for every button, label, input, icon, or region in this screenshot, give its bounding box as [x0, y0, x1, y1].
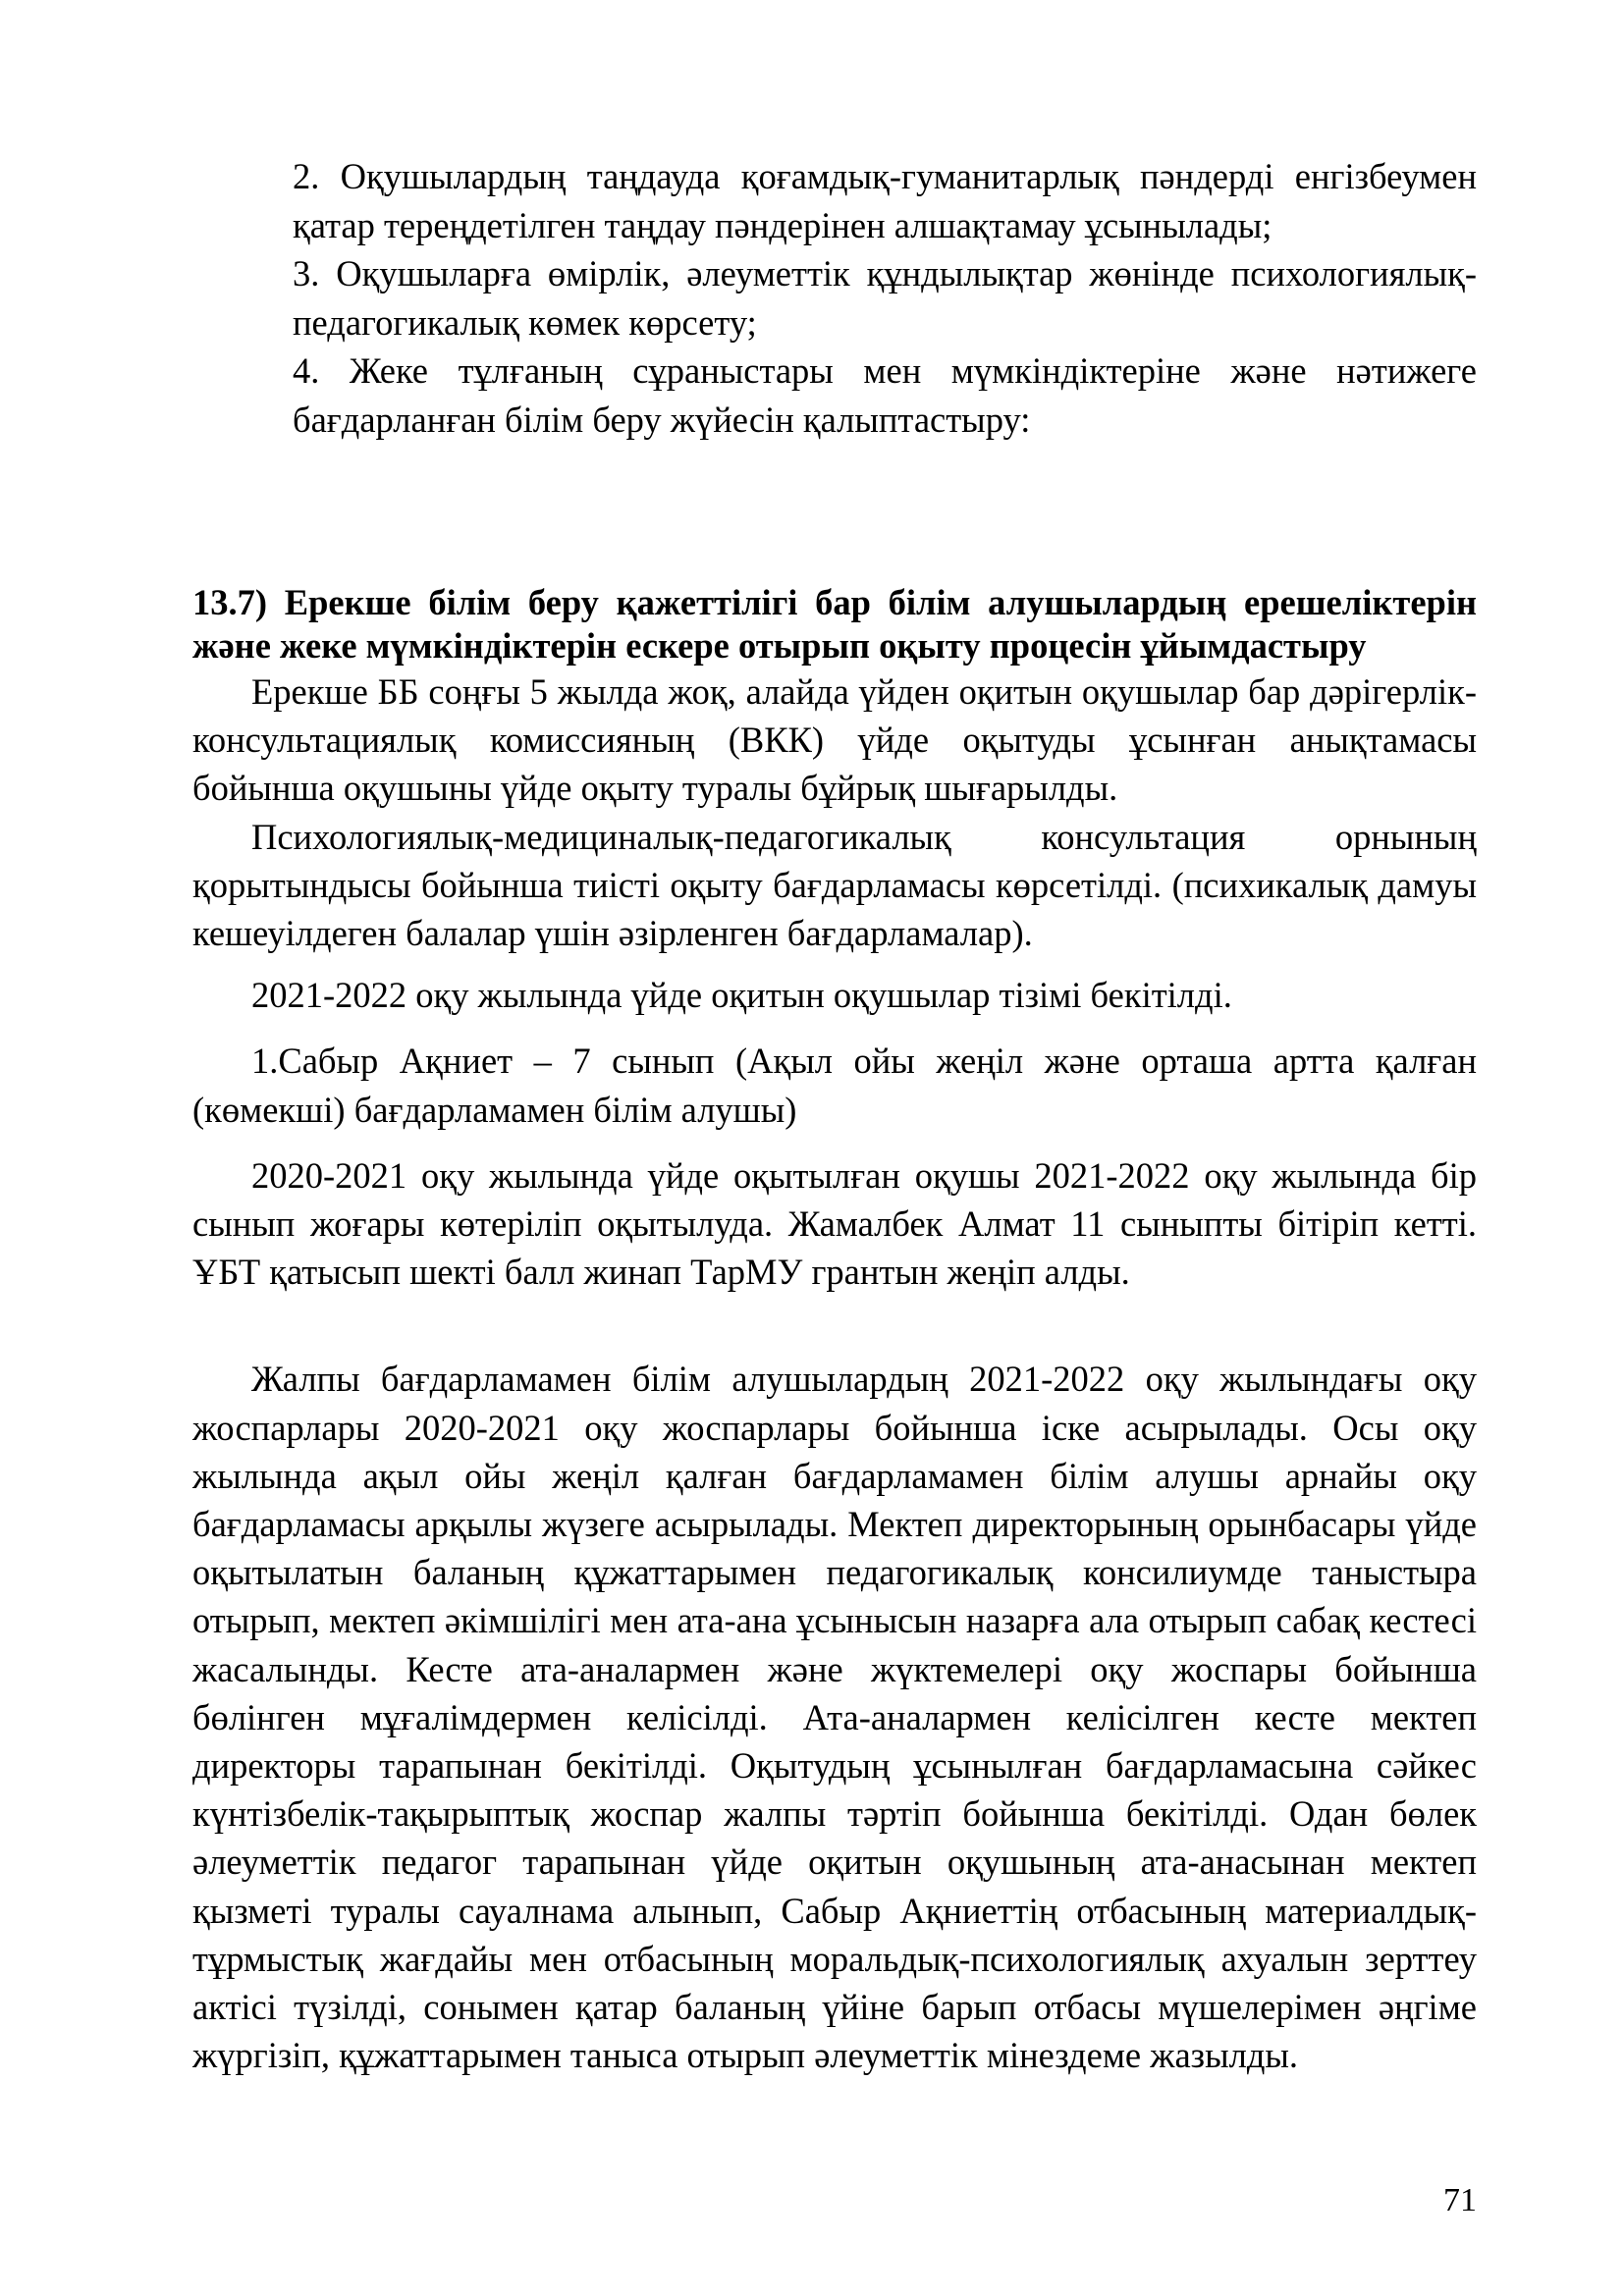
paragraph: Жалпы бағдарламамен білім алушылардың 2021-2022 оқу жылындағы оқу жоспарлары 2020-2021 оқу жоспарлары бойынша іске асырылады. Осы оқу жылында ақыл ойы жеңіл қалған бағдарламамен білім алушы арнайы оқу бағдарламасы арқылы жүзеге асырылады. Мектеп директорының орынбасары үйде оқытылатын баланың құжаттарымен педагогикалық консилиумде таныстыра отырып, мектеп әкімшілігі мен ата-ана ұсынысын назарға ала отырып сабақ кестесі жасалынды. Кесте ата-аналармен және жүктемелері оқу жоспары бойынша бөлінген мұғалімдермен келісілді. Ата-аналармен келісілген кесте мектеп директоры тарапынан бекітілді. Оқытудың ұсынылған бағдарламасына сәйкес күнтізбелік-тақырыптық жоспар жалпы тәртіп бойынша бекітілді. Одан бөлек әлеуметтік педагог тарапынан үйде оқитын оқушының ата-анасынан мектеп қызметі туралы сауалнама алынып, Сабыр Ақниеттің отбасының материалдық-тұрмыстық жағдайы мен отбасының моральдық-психологиялық ахуалын зерттеу актісі түзілді, сонымен қатар баланың үйіне барып отбасы мүшелерімен әңгіме жүргізіп, құжаттарымен таныса отырып әлеуметтік мінездеме жазылды. — [192, 1359, 1477, 2076]
section-heading: 13.7) Ерекше білім беру қажеттілігі бар білім алушылардың ерешеліктерін және жеке мүмкіндіктерін ескере отырып оқыту процесін ұйымдастыру — [192, 582, 1477, 666]
paragraph: Ерекше ББ соңғы 5 жылда жоқ, алайда үйден оқитын оқушылар бар дәрігерлік-консультациялық комиссияның (ВКК) үйде оқытуды ұсынған анықтамасы бойынша оқушыны үйде оқыту туралы бұйрық шығарылды. — [192, 671, 1477, 809]
list-item: 4. Жеке тұлғаның сұраныстары мен мүмкіндіктеріне және нәтижеге бағдарланған білім беру жүйесін қалыптастыру: — [293, 350, 1477, 440]
recommendation-list — [293, 152, 1477, 444]
paragraph: Психологиялық-медициналық-педагогикалық консультация орнының қорытындысы бойынша тиісті оқыту бағдарламасы көрсетілді. (психикалық дамуы кешеуілдеген балалар үшін әзірленген бағдарламалар). — [192, 816, 1477, 954]
list-item: 3. Оқушыларға өмірлік, әлеуметтік құндылықтар жөнінде психологиялық-педагогикалық көмек көрсету; — [293, 253, 1477, 343]
paragraph: 1.Сабыр Ақниет – 7 сынып (Ақыл ойы жеңіл және орташа артта қалған (көмекші) бағдарламамен білім алушы) — [192, 1041, 1477, 1130]
paragraph: 2021-2022 оқу жылында үйде оқитын оқушылар тізімі бекітілді. — [251, 975, 1232, 1016]
page-number: 71 — [1443, 2182, 1477, 2218]
paragraph: 2020-2021 оқу жылында үйде оқытылған оқушы 2021-2022 оқу жылында бір сынып жоғары көтеріліп оқытылуда. Жамалбек Алмат 11 сыныпты бітіріп кетті. ҰБТ қатысып шекті балл жинап ТарМУ грантын жеңіп алды. — [192, 1154, 1477, 1293]
section-body — [192, 667, 1477, 2079]
list-item: 2. Оқушылардың таңдауда қоғамдық-гуманитарлық пәндерді енгізбеумен қатар тереңдетілген таңдау пәндерінен алшақтамау ұсынылады; — [293, 156, 1477, 245]
